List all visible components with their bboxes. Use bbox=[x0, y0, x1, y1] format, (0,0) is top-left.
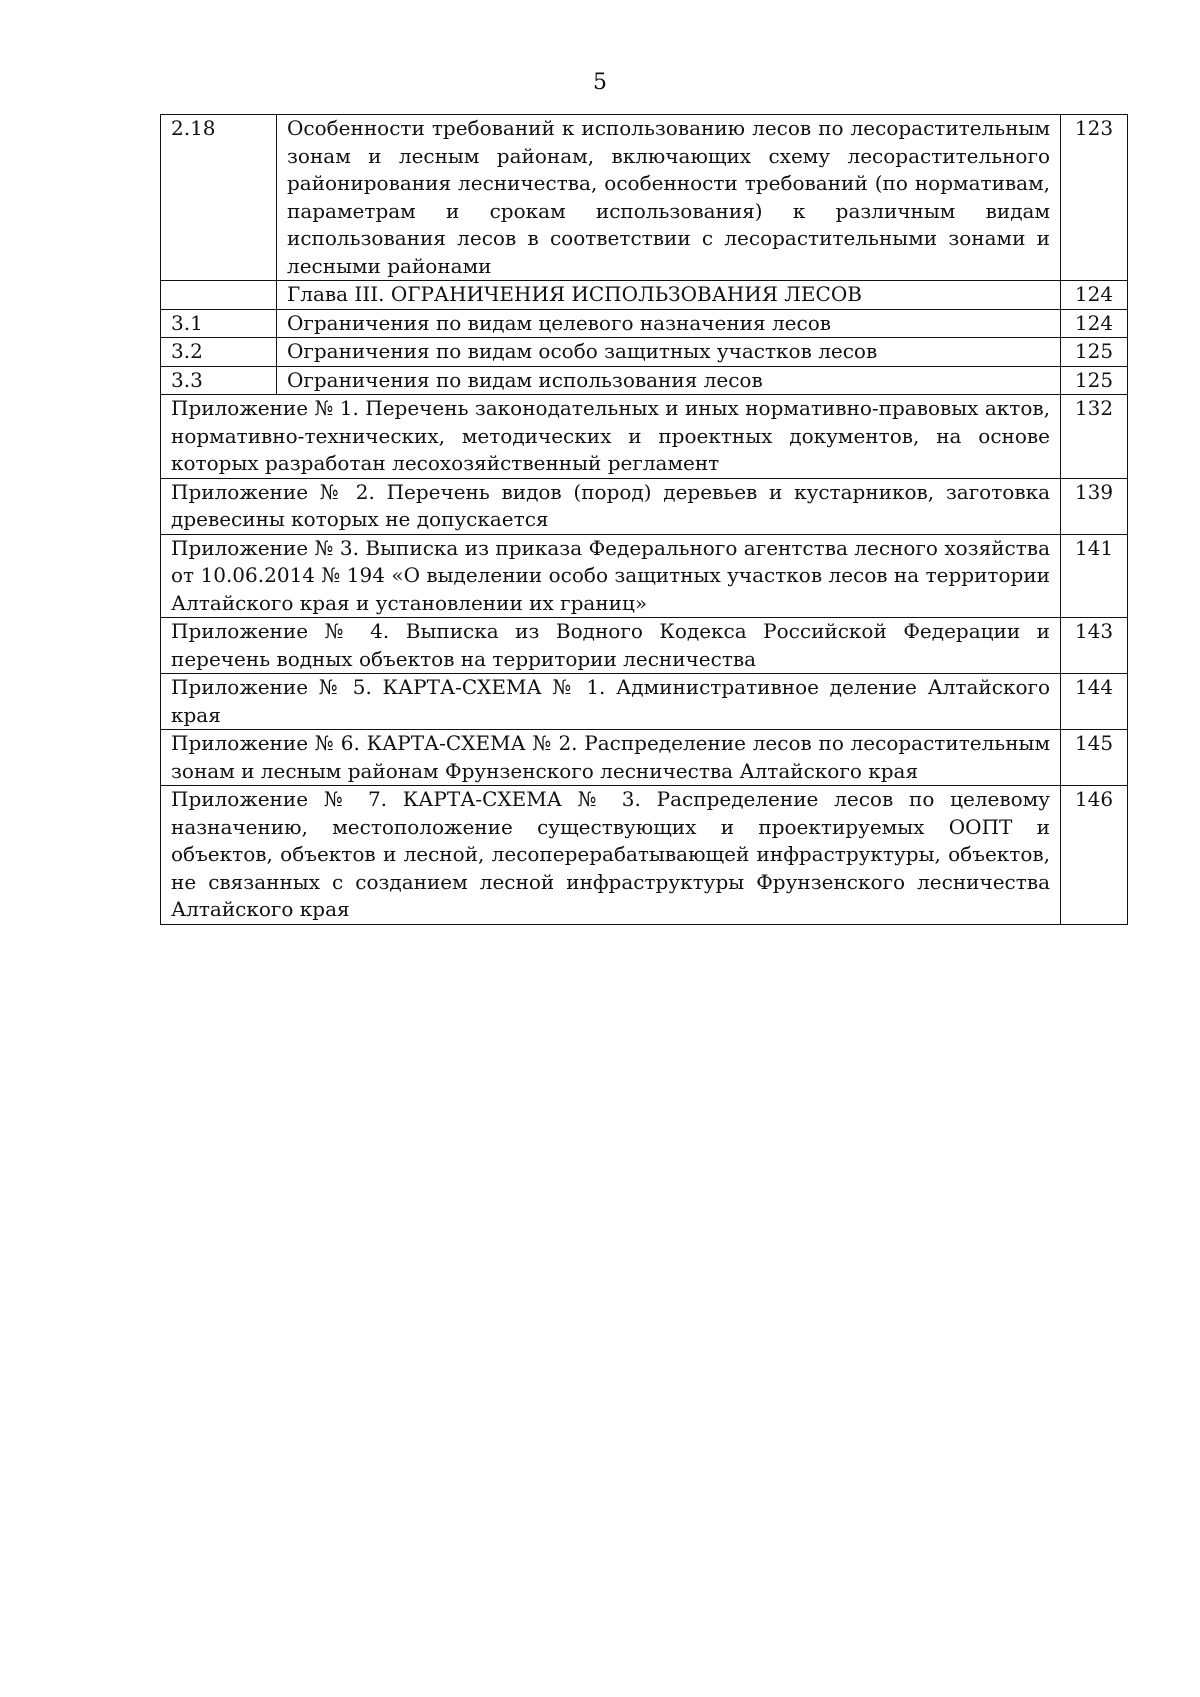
appendix-page: 146 bbox=[1061, 786, 1128, 925]
toc-appendix-row bbox=[161, 534, 1128, 618]
toc-appendix-row bbox=[161, 674, 1128, 730]
section-page: 125 bbox=[1061, 366, 1128, 395]
toc-row bbox=[161, 281, 1128, 310]
page-number: 5 bbox=[593, 70, 607, 95]
section-title: Особенности требований к использованию лесов по лесорастительным зонам и лесным районам, включающих схему лесорастительного районирования лесничества, особенности требований (по нормативам, параметрам и срокам использования) к различным видам использования лесов в соответствии с лесорастительными зонами и лесными районами bbox=[277, 115, 1061, 281]
section-number: 3.3 bbox=[161, 366, 277, 395]
chapter-title: Глава III. ОГРАНИЧЕНИЯ ИСПОЛЬЗОВАНИЯ ЛЕСОВ bbox=[277, 281, 1061, 310]
toc-appendix-row bbox=[161, 786, 1128, 925]
section-number: 2.18 bbox=[161, 115, 277, 281]
section-page: 123 bbox=[1061, 115, 1128, 281]
toc-appendix-row bbox=[161, 478, 1128, 534]
appendix-title: Приложение № 7. КАРТА-СХЕМА № 3. Распределение лесов по целевому назначению, местоположение существующих и проектируемых ООПТ и объектов, объектов и лесной, лесоперерабатывающей инфраструктуры, объектов, не связанных с созданием лесной инфраструктуры Фрунзенского лесничества Алтайского края bbox=[161, 786, 1061, 925]
appendix-page: 132 bbox=[1061, 395, 1128, 479]
toc-appendix-row bbox=[161, 395, 1128, 479]
section-page: 124 bbox=[1061, 309, 1128, 338]
appendix-title: Приложение № 3. Выписка из приказа Федерального агентства лесного хозяйства от 10.06.2014 № 194 «О выделении особо защитных участков лесов на территории Алтайского края и установлении их границ» bbox=[161, 534, 1061, 618]
section-page: 124 bbox=[1061, 281, 1128, 310]
toc-row bbox=[161, 366, 1128, 395]
appendix-title: Приложение № 2. Перечень видов (пород) деревьев и кустарников, заготовка древесины которых не допускается bbox=[161, 478, 1061, 534]
toc-row bbox=[161, 338, 1128, 367]
toc-row bbox=[161, 115, 1128, 281]
section-number bbox=[161, 281, 277, 310]
appendix-title: Приложение № 1. Перечень законодательных и иных нормативно-правовых актов, нормативно-технических, методических и проектных документов, на основе которых разработан лесохозяйственный регламент bbox=[161, 395, 1061, 479]
appendix-page: 141 bbox=[1061, 534, 1128, 618]
appendix-title: Приложение № 4. Выписка из Водного Кодекса Российской Федерации и перечень водных объектов на территории лесничества bbox=[161, 618, 1061, 674]
section-title: Ограничения по видам целевого назначения лесов bbox=[277, 309, 1061, 338]
appendix-page: 145 bbox=[1061, 730, 1128, 786]
appendix-title: Приложение № 6. КАРТА-СХЕМА № 2. Распределение лесов по лесорастительным зонам и лесным районам Фрунзенского лесничества Алтайского края bbox=[161, 730, 1061, 786]
section-title: Ограничения по видам особо защитных участков лесов bbox=[277, 338, 1061, 367]
section-page: 125 bbox=[1061, 338, 1128, 367]
section-number: 3.2 bbox=[161, 338, 277, 367]
appendix-title: Приложение № 5. КАРТА-СХЕМА № 1. Административное деление Алтайского края bbox=[161, 674, 1061, 730]
appendix-page: 139 bbox=[1061, 478, 1128, 534]
toc-row bbox=[161, 309, 1128, 338]
appendix-page: 144 bbox=[1061, 674, 1128, 730]
toc-appendix-row bbox=[161, 618, 1128, 674]
section-title: Ограничения по видам использования лесов bbox=[277, 366, 1061, 395]
toc-appendix-row bbox=[161, 730, 1128, 786]
table-of-contents bbox=[160, 114, 1128, 925]
section-number: 3.1 bbox=[161, 309, 277, 338]
appendix-page: 143 bbox=[1061, 618, 1128, 674]
